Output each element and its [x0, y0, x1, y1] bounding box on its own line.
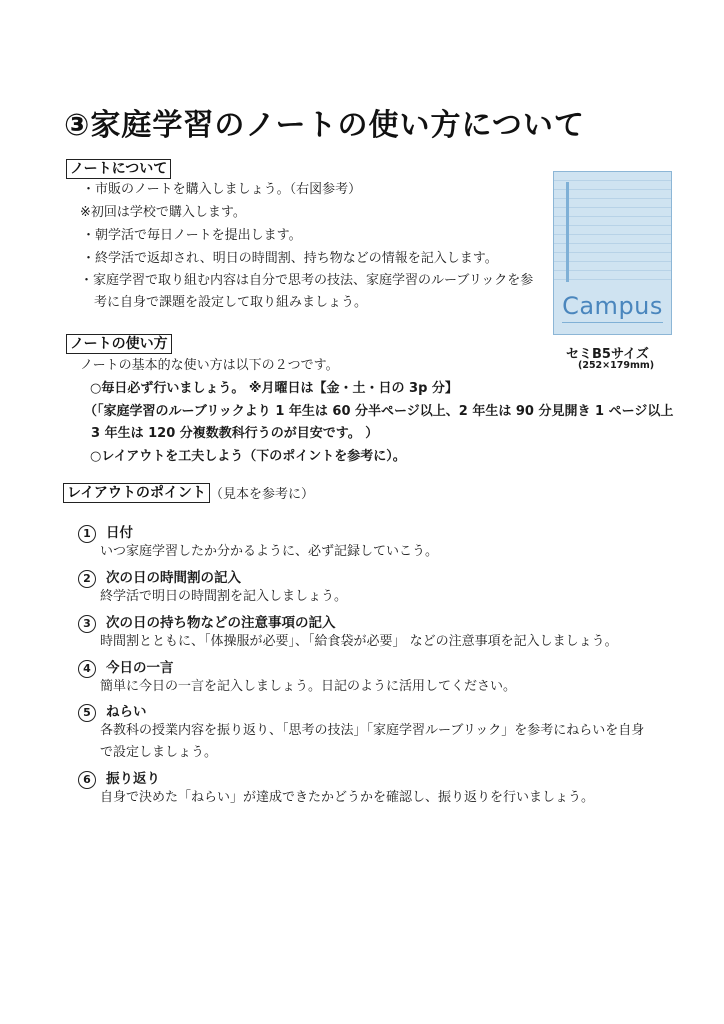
section-label-layout: レイアウトのポイント [63, 483, 210, 503]
point-heading-aim: 5 ねらい [78, 700, 147, 722]
point-text: 簡単に今日の一言を記入しましょう。日記のように活用してください。 [100, 679, 517, 694]
text-line: ・終学活で返却され、明日の時間割、持ち物などの情報を記入します。 [82, 251, 498, 266]
point-text: 時間割とともに、「体操服が必要」、「給食袋が必要」 などの注意事項を記入しましょう。 [100, 634, 618, 649]
point-heading-reflection: 6 振り返り [78, 767, 160, 789]
section-label-notebook: ノートについて [66, 159, 171, 179]
notebook-image [553, 171, 672, 335]
notebook-ruled-lines [554, 172, 671, 284]
text-line: ・家庭学習で取り組む内容は自分で思考の技法、家庭学習のルーブリックを参 [80, 273, 534, 288]
point-heading-timetable: 2 次の日の時間割の記入 [78, 566, 241, 588]
number-badge: 3 [78, 615, 96, 633]
text-line: 3 年生は 120 分複数教科行うのが目安です。 ） [91, 426, 379, 441]
point-text: 自身で決めた「ねらい」が達成できたかどうかを確認し、振り返りを行いましょう。 [100, 790, 595, 805]
layout-note: （見本を参考に） [210, 487, 315, 502]
text-line: ・市販のノートを購入しましょう。（右図参考） [82, 182, 362, 197]
point-heading-date: 1 日付 [78, 521, 133, 543]
section-label-usage: ノートの使い方 [66, 334, 172, 354]
text-line: （「家庭学習のルーブリックより 1 年生は 60 分半ページ以上、2 年生は 90 分見開き 1 ページ以上 [84, 404, 674, 419]
number-badge: 2 [78, 570, 96, 588]
text-line: ※初回は学校で購入します。 [80, 205, 246, 220]
point-text: 終学活で明日の時間割を記入しましょう。 [100, 589, 348, 604]
notebook-margin-line [566, 182, 569, 282]
notebook-footer [562, 322, 663, 327]
number-badge: 5 [78, 704, 96, 722]
page-title: ③家庭学習のノートの使い方について [64, 108, 585, 143]
text-line: 考に自身で課題を設定して取り組みましょう。 [94, 295, 368, 310]
number-badge: 4 [78, 660, 96, 678]
point-text: いつ家庭学習したか分かるように、必ず記録していこう。 [100, 544, 439, 559]
text-line: ・朝学活で毎日ノートを提出します。 [82, 228, 302, 243]
point-heading-belongings: 3 次の日の持ち物などの注意事項の記入 [78, 611, 336, 633]
point-text: 各教科の授業内容を振り返り、「思考の技法」「家庭学習ルーブリック」を参考にねらいを自身 [100, 723, 645, 738]
point-heading-comment: 4 今日の一言 [78, 656, 174, 678]
number-badge: 6 [78, 771, 96, 789]
notebook-brand-logo: Campus [562, 292, 663, 320]
text-line: ○毎日必ず行いましょう。 ※月曜日は【金・土・日の 3p 分】 [90, 381, 458, 396]
number-badge: 1 [78, 525, 96, 543]
point-text: で設定しましょう。 [100, 745, 218, 760]
notebook-size: (252×179mm) [578, 360, 655, 371]
usage-intro: ノートの基本的な使い方は以下の２つです。 [80, 358, 339, 373]
text-line: ○レイアウトを工夫しよう（下のポイントを参考に）。 [90, 449, 406, 464]
notebook-caption: セミB5サイズ [566, 347, 649, 362]
